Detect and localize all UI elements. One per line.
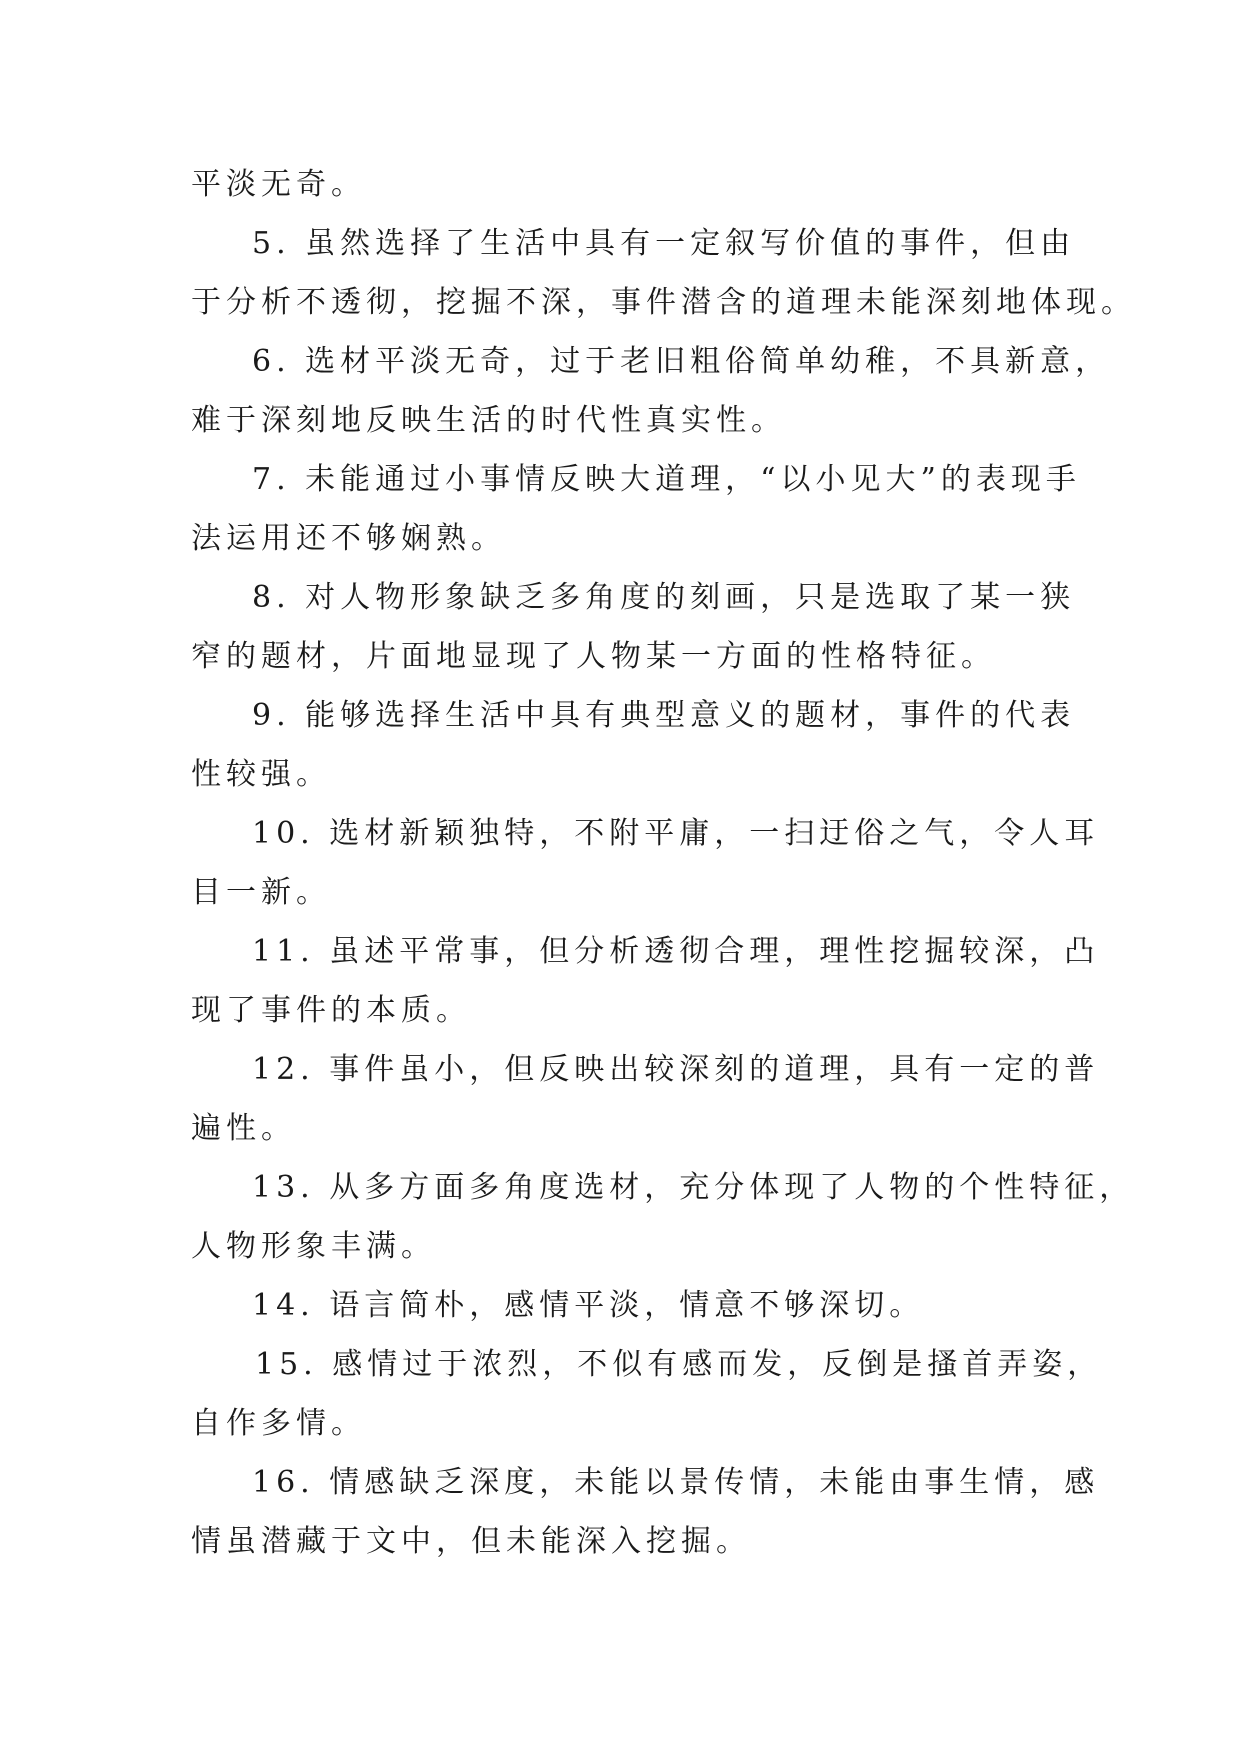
text-line-item-15: 15. 感情过于浓烈，不似有感而发，反倒是搔首弄姿， <box>255 1347 1103 1382</box>
text-line-item-5-cont: 于分析不透彻，挖掘不深，事件潜含的道理未能深刻地体现。 <box>191 285 1136 320</box>
text-line-item-12-cont: 遍性。 <box>191 1111 296 1146</box>
text-line-item-10: 10. 选材新颖独特，不附平庸，一扫迂俗之气，令人耳 <box>252 816 1100 851</box>
text-line-item-16: 16. 情感缺乏深度，未能以景传情，未能由事生情，感 <box>252 1465 1100 1500</box>
text-line-item-15-cont: 自作多情。 <box>191 1406 366 1441</box>
text-line-item-8-cont: 窄的题材，片面地显现了人物某一方面的性格特征。 <box>191 639 996 674</box>
text-line-continuation-4: 平淡无奇。 <box>191 167 366 202</box>
text-line-item-13: 13. 从多方面多角度选材，充分体现了人物的个性特征， <box>252 1170 1135 1205</box>
text-line-item-16-cont: 情虽潜藏于文中，但未能深入挖掘。 <box>191 1524 751 1559</box>
text-line-item-9-cont: 性较强。 <box>191 757 331 792</box>
text-line-item-13-cont: 人物形象丰满。 <box>191 1229 436 1264</box>
text-line-item-10-cont: 目一新。 <box>191 875 331 910</box>
text-line-item-5: 5. 虽然选择了生活中具有一定叙写价值的事件，但由 <box>252 226 1076 261</box>
text-line-item-6-cont: 难于深刻地反映生活的时代性真实性。 <box>191 403 786 438</box>
text-line-item-11-cont: 现了事件的本质。 <box>191 993 471 1028</box>
text-line-item-8: 8. 对人物形象缺乏多角度的刻画，只是选取了某一狭 <box>252 580 1076 615</box>
text-line-item-12: 12. 事件虽小，但反映出较深刻的道理，具有一定的普 <box>252 1052 1100 1087</box>
text-line-item-7: 7. 未能通过小事情反映大道理，“以小见大”的表现手 <box>252 462 1081 497</box>
text-line-item-11: 11. 虽述平常事，但分析透彻合理，理性挖掘较深，凸 <box>252 934 1100 969</box>
text-line-item-9: 9. 能够选择生活中具有典型意义的题材，事件的代表 <box>252 698 1076 733</box>
text-line-item-14: 14. 语言简朴，感情平淡，情意不够深切。 <box>252 1288 925 1323</box>
text-line-item-6: 6. 选材平淡无奇，过于老旧粗俗简单幼稚，不具新意， <box>252 344 1111 379</box>
text-line-item-7-cont: 法运用还不够娴熟。 <box>191 521 506 556</box>
document-body <box>191 155 1136 1571</box>
